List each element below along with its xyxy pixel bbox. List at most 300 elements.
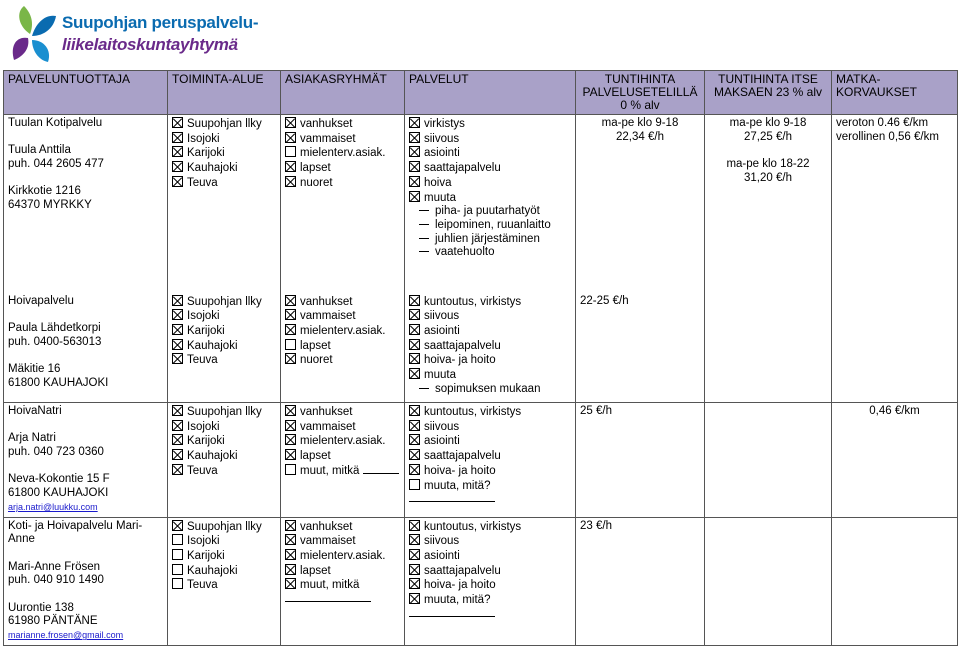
logo: [10, 4, 270, 66]
provider-line: puh. 040 910 1490: [8, 574, 104, 587]
option-label: Isojoki: [187, 420, 220, 433]
option-label: Teuva: [187, 579, 218, 592]
checked-box-icon[interactable]: [409, 420, 420, 431]
spacer: [8, 588, 163, 602]
dash-icon: [419, 238, 429, 239]
price-line: 31,20 €/h: [744, 171, 792, 184]
option-label: leipominen, ruuanlaitto: [435, 218, 551, 231]
service-option: [409, 420, 571, 435]
option-label: Isojoki: [187, 132, 220, 145]
option-label: Teuva: [187, 176, 218, 189]
option-label: vammaiset: [300, 132, 356, 145]
cell-areas: [168, 403, 281, 518]
checked-box-icon[interactable]: [409, 132, 420, 143]
header-clients: ASIAKASRYHMÄT: [281, 71, 405, 115]
service-option: [409, 564, 571, 579]
client-option: [285, 117, 400, 132]
area-option: [172, 339, 276, 354]
area-option: [172, 146, 276, 161]
option-label: muut, mitkä: [300, 579, 360, 592]
checked-box-icon[interactable]: [172, 324, 183, 335]
service-option: [409, 132, 571, 147]
checked-box-icon[interactable]: [409, 339, 420, 350]
service-option: [409, 246, 571, 260]
checked-box-icon[interactable]: [285, 176, 296, 187]
option-label: sopimuksen mukaan: [435, 382, 541, 395]
area-option: [172, 176, 276, 191]
client-option: [285, 578, 400, 593]
option-label: virkistys: [424, 118, 465, 130]
table-row: [4, 293, 958, 403]
option-label: Isojoki: [187, 535, 220, 548]
client-option: [285, 324, 400, 339]
checked-box-icon[interactable]: [409, 405, 420, 416]
checked-box-icon[interactable]: [285, 434, 296, 445]
option-label: hoiva: [424, 176, 452, 189]
provider-line: Kirkkotie 1216: [8, 185, 81, 198]
option-label: vanhukset: [300, 406, 353, 418]
cell-services: [405, 115, 576, 293]
checked-box-icon[interactable]: [409, 564, 420, 575]
checked-box-icon[interactable]: [285, 117, 296, 128]
spacer: [709, 144, 827, 158]
option-label: Kauhajoki: [187, 162, 238, 175]
checked-box-icon[interactable]: [172, 420, 183, 431]
service-option: [409, 233, 571, 247]
cell-price-own: [705, 115, 832, 293]
provider-line: 61980 PÄNTÄNE: [8, 615, 98, 628]
empty-box-icon[interactable]: [172, 578, 183, 589]
service-option: [409, 368, 571, 383]
option-label: muut, mitkä: [300, 464, 360, 477]
checked-box-icon[interactable]: [409, 464, 420, 475]
checked-box-icon[interactable]: [409, 434, 420, 445]
cell-areas: [168, 517, 281, 645]
service-option: [409, 146, 571, 161]
cell-services: [405, 293, 576, 403]
checked-box-icon[interactable]: [409, 534, 420, 545]
option-label: Karijoki: [187, 147, 225, 160]
service-option: [409, 549, 571, 564]
option-label: Karijoki: [187, 324, 225, 337]
client-option: [285, 295, 400, 310]
option-label: nuoret: [300, 354, 333, 367]
cell-price-own: [705, 403, 832, 518]
price-line: 22-25 €/h: [580, 294, 629, 307]
checked-box-icon[interactable]: [285, 549, 296, 560]
checked-box-icon[interactable]: [409, 146, 420, 157]
area-option: [172, 434, 276, 449]
price-line: 25 €/h: [580, 405, 612, 417]
fill-in-blank[interactable]: [409, 608, 571, 622]
checked-box-icon[interactable]: [409, 549, 420, 560]
checked-box-icon[interactable]: [172, 434, 183, 445]
area-option: [172, 578, 276, 593]
area-option: [172, 564, 276, 579]
option-label: juhlien järjestäminen: [435, 232, 540, 245]
client-option: [285, 405, 400, 420]
option-label: Suupohjan llky: [187, 118, 262, 130]
header-provider: PALVELUNTUOTTAJA: [4, 71, 168, 115]
option-label: vanhukset: [300, 520, 353, 533]
blank-line[interactable]: [285, 601, 371, 602]
price-line: 22,34 €/h: [616, 130, 664, 143]
option-label: lapset: [300, 162, 331, 175]
cell-provider: [4, 517, 168, 645]
fill-in-blank[interactable]: [409, 493, 571, 507]
header-services: PALVELUT: [405, 71, 576, 115]
service-option: [409, 191, 571, 206]
cell-clients: [281, 293, 405, 403]
option-label: mielenterv.asiak.: [300, 550, 386, 562]
option-label: saattajapalvelu: [424, 339, 501, 352]
option-label: lapset: [300, 450, 331, 463]
spacer: [8, 460, 163, 474]
checked-box-icon[interactable]: [285, 449, 296, 460]
option-label: Suupohjan llky: [187, 406, 262, 418]
provider-line: puh. 0400-563013: [8, 335, 102, 348]
checked-box-icon[interactable]: [172, 132, 183, 143]
cell-price-own: [705, 517, 832, 645]
empty-box-icon[interactable]: [285, 339, 296, 350]
price-line: 27,25 €/h: [744, 130, 792, 143]
email-link[interactable]: marianne.frosen@gmail.com: [8, 630, 124, 641]
empty-box-icon[interactable]: [409, 479, 420, 490]
area-option: [172, 309, 276, 324]
provider-line: 64370 MYRKKY: [8, 199, 92, 212]
area-option: [172, 324, 276, 339]
service-option: [409, 161, 571, 176]
area-option: [172, 353, 276, 368]
checked-box-icon[interactable]: [409, 324, 420, 335]
option-label: lapset: [300, 339, 331, 352]
checked-box-icon[interactable]: [285, 324, 296, 335]
checked-box-icon[interactable]: [409, 176, 420, 187]
client-option: [285, 464, 400, 479]
option-label: hoiva- ja hoito: [424, 354, 496, 367]
blank-line[interactable]: [409, 616, 495, 617]
cell-clients: [281, 517, 405, 645]
option-label: asiointi: [424, 435, 460, 448]
area-option: [172, 520, 276, 535]
option-label: Suupohjan llky: [187, 295, 262, 308]
cell-services: [405, 517, 576, 645]
client-option: [285, 309, 400, 324]
option-label: hoiva- ja hoito: [424, 579, 496, 592]
client-option: [285, 549, 400, 564]
service-option: [409, 295, 571, 310]
header-area: TOIMINTA-ALUE: [168, 71, 281, 115]
provider-line: Tuulan Kotipalvelu: [8, 117, 103, 129]
provider-line: Paula Lähdetkorpi: [8, 321, 101, 334]
service-option: [409, 205, 571, 219]
option-label: Suupohjan llky: [187, 520, 262, 533]
provider-line: Mari-Anne Frösen: [8, 560, 101, 573]
price-line: ma-pe klo 18-22: [726, 158, 810, 171]
area-option: [172, 295, 276, 310]
area-option: [172, 161, 276, 176]
empty-box-icon[interactable]: [172, 534, 183, 545]
cell-price-own: [705, 293, 832, 403]
option-label: Kauhajoki: [187, 564, 238, 577]
option-label: siivous: [424, 535, 460, 548]
table-row: [4, 403, 958, 518]
option-label: piha- ja puutarhatyöt: [435, 205, 540, 218]
option-label: Teuva: [187, 354, 218, 367]
service-option: [409, 309, 571, 324]
client-option: [285, 449, 400, 464]
empty-box-icon[interactable]: [172, 564, 183, 575]
checked-box-icon[interactable]: [285, 295, 296, 306]
service-option: [409, 464, 571, 479]
option-label: Kauhajoki: [187, 450, 238, 463]
service-option: [409, 324, 571, 339]
leaf-logo-icon: [10, 4, 58, 66]
service-option: [409, 405, 571, 420]
checked-box-icon[interactable]: [409, 309, 420, 320]
blank-line[interactable]: [409, 501, 495, 502]
service-option: [409, 219, 571, 233]
area-option: [172, 534, 276, 549]
cell-areas: [168, 115, 281, 293]
checked-box-icon[interactable]: [285, 161, 296, 172]
option-label: kuntoutus, virkistys: [424, 406, 522, 418]
option-label: saattajapalvelu: [424, 564, 501, 577]
service-option: [409, 479, 571, 494]
cell-services: [405, 403, 576, 518]
option-label: siivous: [424, 420, 460, 433]
option-label: saattajapalvelu: [424, 162, 501, 175]
client-option: [285, 176, 400, 191]
dash-icon: [419, 388, 429, 389]
provider-line: Tuula Anttila: [8, 144, 71, 157]
option-label: vammaiset: [300, 420, 356, 433]
option-label: Karijoki: [187, 550, 225, 562]
checked-box-icon[interactable]: [172, 464, 183, 475]
checked-box-icon[interactable]: [409, 191, 420, 202]
option-label: muuta, mitä?: [424, 479, 491, 492]
provider-line: puh. 040 723 0360: [8, 446, 104, 459]
option-label: Kauhajoki: [187, 339, 238, 352]
checked-box-icon[interactable]: [285, 578, 296, 589]
service-option: [409, 353, 571, 368]
option-label: siivous: [424, 310, 460, 323]
option-label: vammaiset: [300, 535, 356, 548]
option-label: saattajapalvelu: [424, 450, 501, 463]
service-option: [409, 339, 571, 354]
provider-line: Mäkitie 16: [8, 362, 61, 375]
checked-box-icon[interactable]: [285, 132, 296, 143]
service-option: [409, 176, 571, 191]
empty-box-icon[interactable]: [172, 549, 183, 560]
service-option: [409, 449, 571, 464]
price-line: 23 €/h: [580, 519, 612, 532]
option-label: muuta: [424, 191, 456, 204]
option-label: kuntoutus, virkistys: [424, 295, 522, 308]
option-label: vanhukset: [300, 118, 353, 130]
option-label: asiointi: [424, 147, 460, 160]
header-price-voucher: TUNTIHINTA PALVELUSETELILLÄ 0 % alv: [576, 71, 705, 115]
client-option: [285, 132, 400, 147]
dash-icon: [419, 224, 429, 225]
checked-box-icon[interactable]: [172, 339, 183, 350]
checked-box-icon[interactable]: [172, 405, 183, 416]
checked-box-icon[interactable]: [285, 420, 296, 431]
logo-text-line2: liikelaitoskuntayhtymä: [62, 35, 238, 54]
provider-line: HoivaNatri: [8, 405, 62, 417]
option-label: mielenterv.asiak.: [300, 147, 386, 160]
provider-line: 61800 KAUHAJOKI: [8, 487, 109, 500]
service-option: [409, 520, 571, 535]
client-option: [285, 520, 400, 535]
checked-box-icon[interactable]: [172, 117, 183, 128]
checked-box-icon[interactable]: [172, 449, 183, 460]
checked-box-icon[interactable]: [172, 146, 183, 157]
travel-line: veroton 0.46 €/km: [836, 117, 929, 129]
checked-box-icon[interactable]: [285, 353, 296, 364]
checked-box-icon[interactable]: [409, 117, 420, 128]
option-label: hoiva- ja hoito: [424, 464, 496, 477]
checked-box-icon[interactable]: [409, 449, 420, 460]
checked-box-icon[interactable]: [409, 520, 420, 531]
cell-clients: [281, 403, 405, 518]
price-line: ma-pe klo 9-18: [729, 117, 807, 129]
option-label: asiointi: [424, 550, 460, 562]
option-label: muuta: [424, 369, 456, 382]
provider-line: puh. 044 2605 477: [8, 158, 104, 171]
price-line: ma-pe klo 9-18: [601, 117, 679, 129]
email-link[interactable]: arja.natri@luukku.com: [8, 501, 98, 512]
cell-travel: [832, 293, 958, 403]
dash-icon: [419, 210, 429, 211]
service-option: [409, 593, 571, 608]
option-label: lapset: [300, 564, 331, 577]
area-option: [172, 549, 276, 564]
area-option: [172, 132, 276, 147]
provider-line: Arja Natri: [8, 432, 56, 445]
option-label: mielenterv.asiak.: [300, 435, 386, 448]
checked-box-icon[interactable]: [409, 353, 420, 364]
client-option: [285, 353, 400, 368]
option-label: vanhukset: [300, 295, 353, 308]
area-option: [172, 449, 276, 464]
cell-price-voucher: [576, 517, 705, 645]
area-option: [172, 405, 276, 420]
empty-box-icon[interactable]: [285, 464, 296, 475]
cell-clients: [281, 115, 405, 293]
checked-box-icon[interactable]: [285, 564, 296, 575]
fill-in-blank[interactable]: [285, 593, 400, 607]
provider-line: 61800 KAUHAJOKI: [8, 376, 109, 389]
client-option: [285, 161, 400, 176]
service-option: [409, 434, 571, 449]
checked-box-icon[interactable]: [409, 295, 420, 306]
cell-price-voucher: [576, 293, 705, 403]
option-label: Teuva: [187, 464, 218, 477]
cell-price-voucher: [576, 403, 705, 518]
cell-provider: [4, 293, 168, 403]
travel-line: 0,46 €/km: [869, 405, 920, 417]
service-option: [409, 383, 571, 397]
cell-travel: [832, 115, 958, 293]
spacer: [8, 172, 163, 186]
checked-box-icon[interactable]: [172, 161, 183, 172]
cell-provider: [4, 403, 168, 518]
table-row: [4, 115, 958, 293]
checked-box-icon[interactable]: [172, 176, 183, 187]
checked-box-icon[interactable]: [409, 593, 420, 604]
header-price-own: TUNTIHINTA ITSE MAKSAEN 23 % alv: [705, 71, 832, 115]
option-label: Karijoki: [187, 435, 225, 448]
spacer: [8, 419, 163, 433]
client-option: [285, 534, 400, 549]
checked-box-icon[interactable]: [285, 309, 296, 320]
service-option: [409, 534, 571, 549]
client-option: [285, 339, 400, 354]
provider-table: [3, 70, 958, 646]
provider-line: Uurontie 138: [8, 601, 74, 614]
cell-travel: [832, 403, 958, 518]
option-label: kuntoutus, virkistys: [424, 520, 522, 533]
checked-box-icon[interactable]: [285, 534, 296, 545]
checked-box-icon[interactable]: [172, 353, 183, 364]
checked-box-icon[interactable]: [409, 161, 420, 172]
cell-provider: [4, 115, 168, 293]
checked-box-icon[interactable]: [285, 405, 296, 416]
provider-line: Neva-Kokontie 15 F: [8, 473, 110, 486]
dash-icon: [419, 251, 429, 252]
spacer: [8, 547, 163, 561]
cell-areas: [168, 293, 281, 403]
checked-box-icon[interactable]: [409, 368, 420, 379]
option-label: nuoret: [300, 176, 333, 189]
checked-box-icon[interactable]: [285, 520, 296, 531]
option-label: mielenterv.asiak.: [300, 324, 386, 337]
option-label: siivous: [424, 132, 460, 145]
table-row: [4, 517, 958, 645]
travel-line: verollinen 0,56 €/km: [836, 130, 939, 143]
client-option: [285, 434, 400, 449]
client-option: [285, 420, 400, 435]
client-option: [285, 146, 400, 161]
provider-line: Koti- ja Hoivapalvelu Mari-Anne: [8, 519, 143, 546]
area-option: [172, 117, 276, 132]
option-label: vammaiset: [300, 310, 356, 323]
spacer: [8, 308, 163, 322]
service-option: [409, 117, 571, 132]
header-row: [4, 71, 958, 115]
client-option: [285, 564, 400, 579]
checked-box-icon[interactable]: [172, 295, 183, 306]
checked-box-icon[interactable]: [172, 309, 183, 320]
checked-box-icon[interactable]: [409, 578, 420, 589]
option-label: asiointi: [424, 324, 460, 337]
logo-text-line1: Suupohjan peruspalvelu-: [62, 13, 259, 32]
option-label: muuta, mitä?: [424, 594, 491, 607]
spacer: [8, 349, 163, 363]
option-label: Isojoki: [187, 310, 220, 323]
area-option: [172, 464, 276, 479]
cell-travel: [832, 517, 958, 645]
empty-box-icon[interactable]: [285, 146, 296, 157]
area-option: [172, 420, 276, 435]
spacer: [8, 131, 163, 145]
provider-line: Hoivapalvelu: [8, 294, 74, 307]
checked-box-icon[interactable]: [172, 520, 183, 531]
cell-price-voucher: [576, 115, 705, 293]
option-label: vaatehuolto: [435, 246, 495, 259]
blank-line[interactable]: [363, 473, 399, 474]
